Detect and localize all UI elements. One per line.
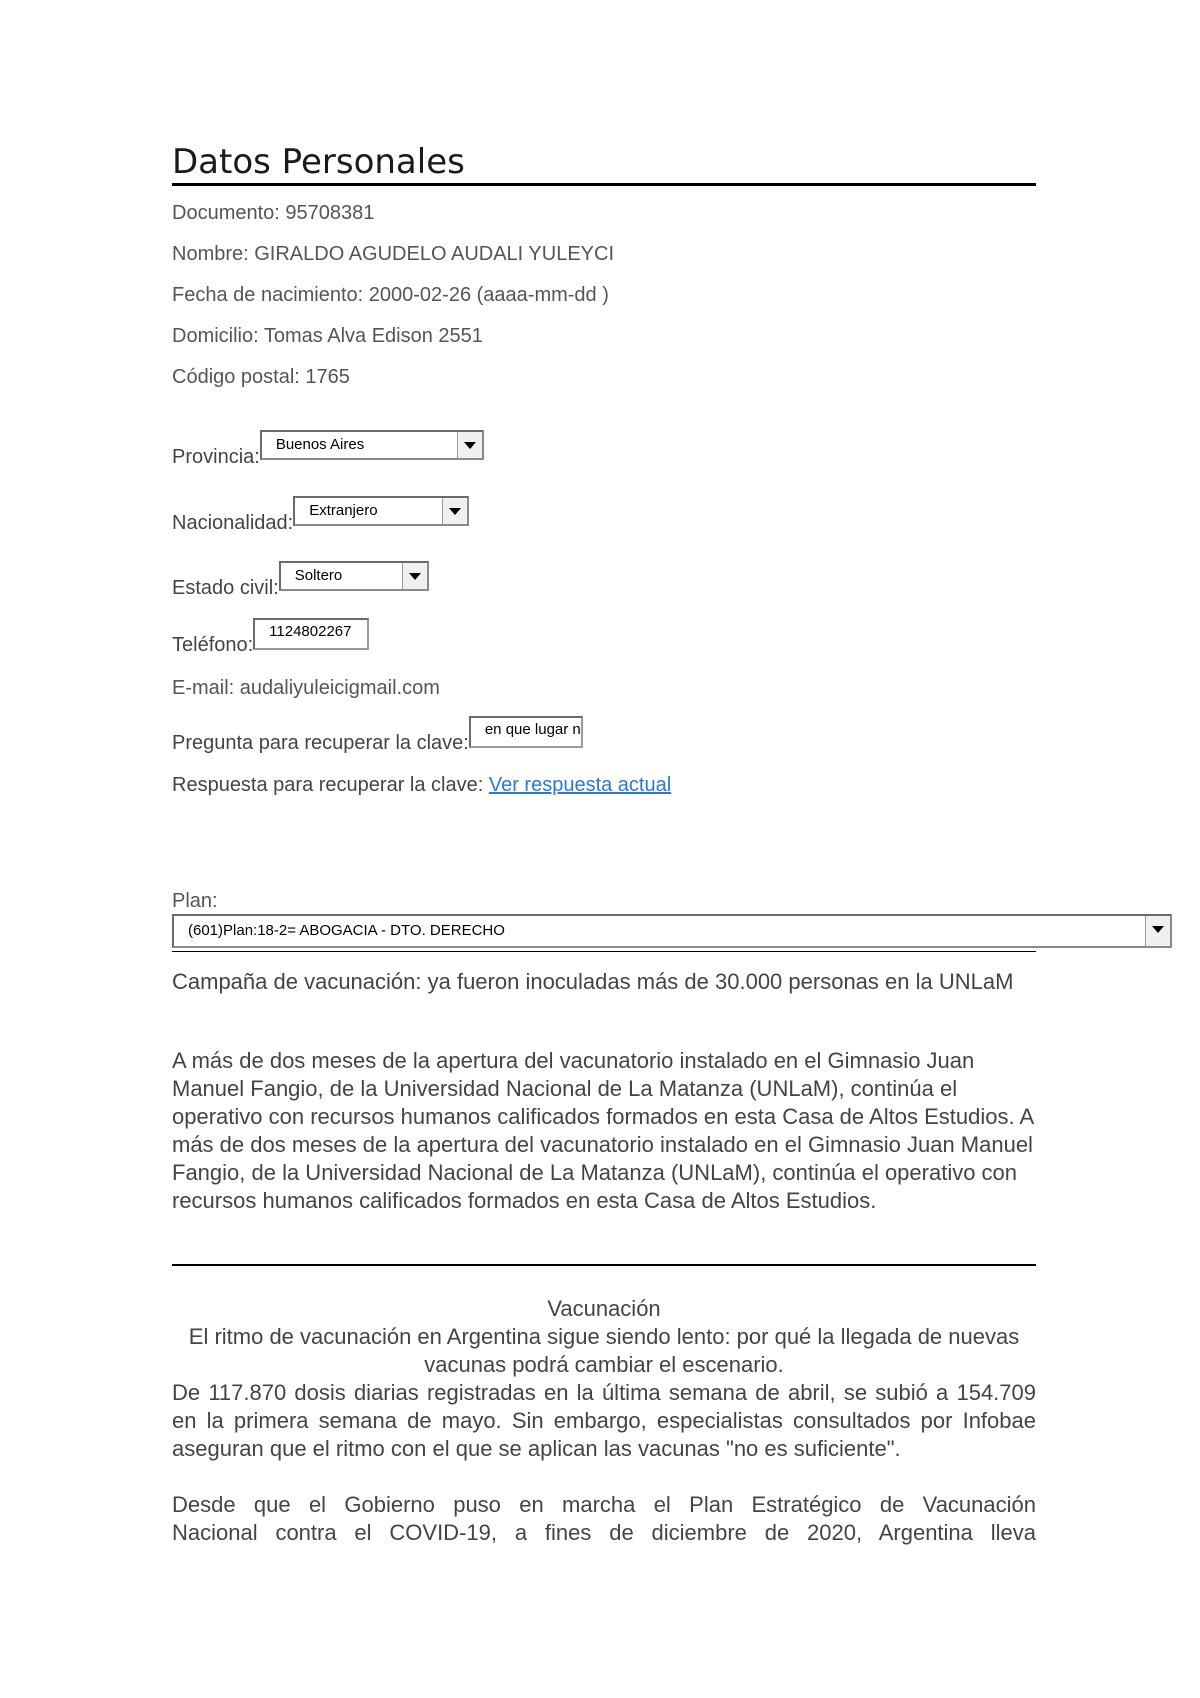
news2-headline: El ritmo de vacunación en Argentina sigue siendo lento: por qué la llegada de nuevas vacunas podrá cambiar el escenario. — [188, 1324, 1020, 1377]
plan-value: (601)Plan:18-2= ABOGACIA - DTO. DERECHO — [188, 922, 505, 939]
respuesta-row — [172, 774, 671, 797]
estado-civil-select[interactable] — [279, 561, 429, 591]
news1-headline: Campaña de vacunación: ya fueron inoculadas más de 30.000 personas en la UNLaM — [172, 969, 1014, 994]
divider-middle — [172, 1264, 1036, 1266]
provincia-row — [172, 430, 484, 469]
provincia-label: Provincia: — [172, 446, 260, 468]
news2-paragraph-2-line-1: Desde que el Gobierno puso en marcha el Plan Estratégico de Vacunación — [172, 1492, 1036, 1517]
pregunta-row — [172, 716, 583, 755]
nacionalidad-label: Nacionalidad: — [172, 512, 294, 534]
news2-paragraph-2-line-2: Nacional contra el COVID-19, a fines de diciembre de 2020, Argentina lleva — [172, 1520, 1036, 1545]
pregunta-input[interactable]: en que lugar n — [469, 716, 583, 748]
provincia-value: Buenos Aires — [275, 436, 365, 453]
telefono-label: Teléfono: — [172, 634, 254, 656]
telefono-input[interactable]: 1124802267 — [253, 618, 369, 650]
news1-body: A más de dos meses de la apertura del vacunatorio instalado en el Gimnasio Juan Manuel Fangio, de la Universidad Nacional de La Matanza (UNLaM), continúa el operativo con recursos humanos calificados formados en esta Casa de Altos Estudios. A más de dos meses de la apertura del vacunatorio instalado en el Gimnasio Juan Manuel Fangio, de la Universidad Nacional de La Matanza (UNLaM), continúa el operativo con recursos humanos calificados formados en esta Casa de Altos Estudios. — [172, 1048, 1033, 1213]
domicilio-text: Domicilio: Tomas Alva Edison 2551 — [172, 325, 483, 347]
codigo-postal-text: Código postal: 1765 — [172, 366, 350, 388]
plan-label: Plan: — [172, 890, 218, 912]
chevron-down-icon[interactable] — [1145, 916, 1170, 946]
nacionalidad-value: Extranjero — [309, 502, 378, 519]
fecha-nacimiento-text: Fecha de nacimiento: 2000-02-26 (aaaa-mm-dd ) — [172, 284, 609, 306]
ver-respuesta-link[interactable]: Ver respuesta actual — [488, 774, 672, 796]
divider-top — [172, 951, 1036, 952]
page-title: Datos Personales — [172, 142, 1036, 186]
news2-section: Vacunación — [547, 1296, 661, 1321]
email-text: E-mail: audaliyuleicigmail.com — [172, 677, 440, 699]
nacionalidad-select[interactable] — [293, 496, 469, 526]
pregunta-label: Pregunta para recuperar la clave: — [172, 732, 469, 754]
respuesta-label: Respuesta para recuperar la clave: — [172, 774, 489, 796]
chevron-down-icon[interactable] — [402, 563, 427, 589]
news2-paragraph-1: De 117.870 dosis diarias registradas en la última semana de abril, se subió a 154.709 en la primera semana de mayo. Sin embargo, especialistas consultados por Infobae aseguran que el ritmo con el que se aplican las vacunas "no es suficiente". — [172, 1380, 1036, 1461]
telefono-row — [172, 618, 369, 657]
estado-civil-value: Soltero — [294, 567, 343, 584]
provincia-select[interactable] — [260, 430, 484, 460]
documento-text: Documento: 95708381 — [172, 202, 375, 224]
chevron-down-icon[interactable] — [457, 432, 482, 458]
estado-civil-row — [172, 561, 429, 600]
chevron-down-icon[interactable] — [442, 498, 467, 524]
plan-row — [172, 914, 1172, 948]
estado-civil-label: Estado civil: — [172, 577, 279, 599]
nombre-text: Nombre: GIRALDO AGUDELO AUDALI YULEYCI — [172, 243, 615, 265]
nacionalidad-row — [172, 496, 469, 535]
plan-select[interactable] — [172, 914, 1172, 948]
